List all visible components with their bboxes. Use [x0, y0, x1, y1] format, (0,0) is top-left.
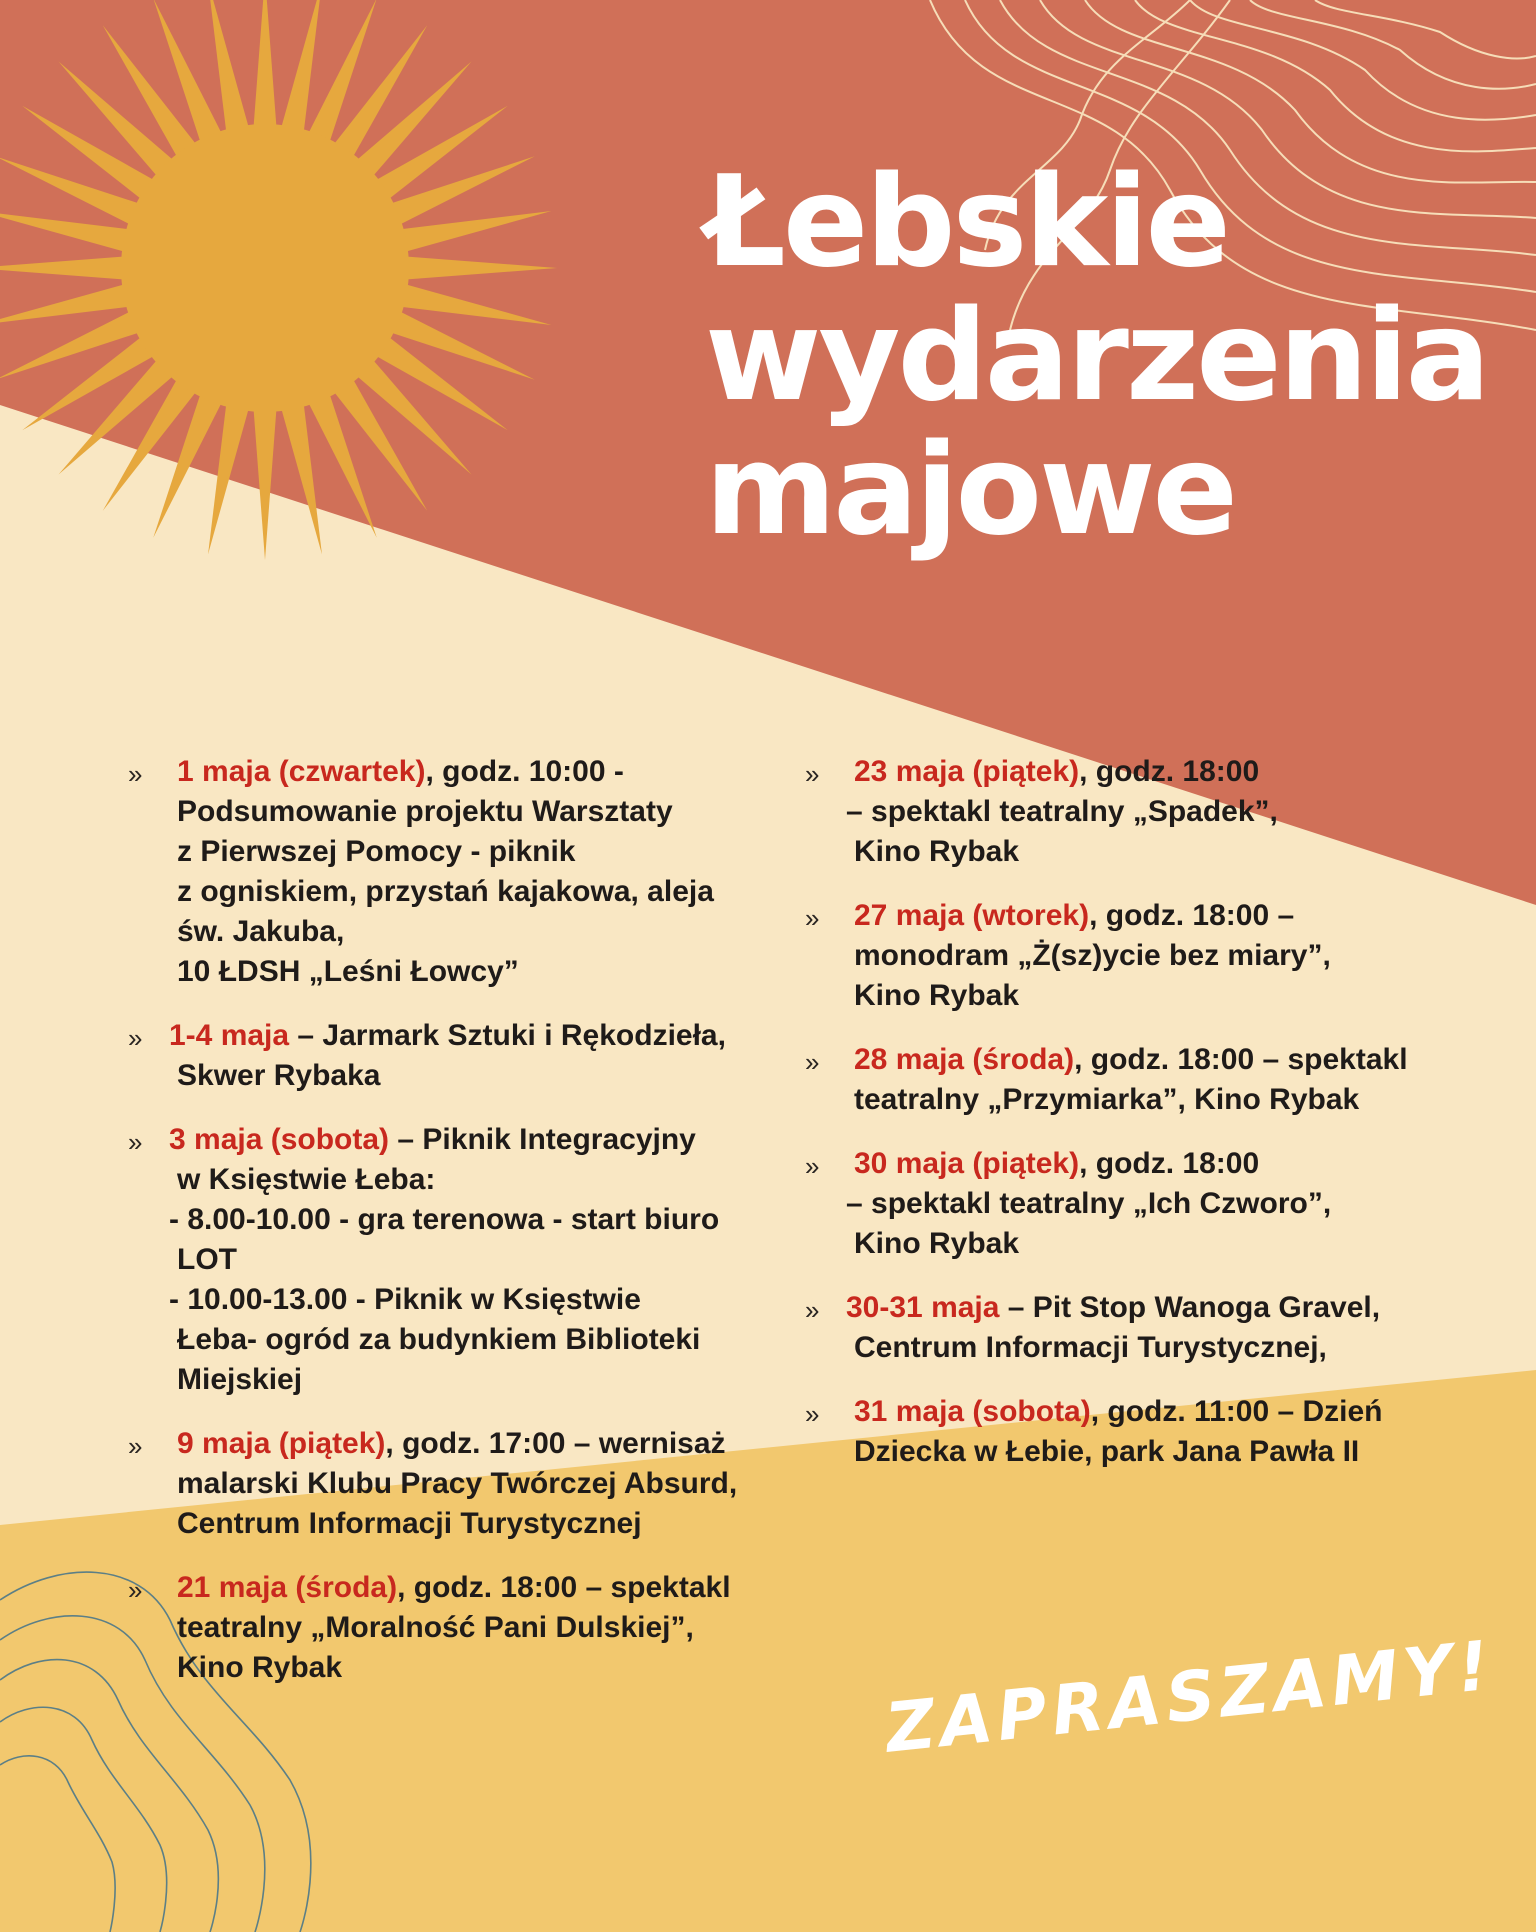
- event-text: , godz. 11:00 – Dzień: [1090, 1395, 1383, 1428]
- bullet-icon: »: [805, 759, 820, 789]
- page-title: [705, 148, 1488, 563]
- event-item: [805, 896, 1495, 1016]
- event-text: , godz. 18:00 –: [1089, 899, 1295, 932]
- event-text: , godz. 18:00 – spektakl: [397, 1571, 731, 1604]
- events-column-left: [128, 752, 768, 1712]
- event-line: [169, 1016, 768, 1056]
- event-line: – spektakl teatralny „Spadek”,: [846, 795, 1278, 828]
- event-line: monodram „Ż(sz)ycie bez miary”,: [854, 939, 1331, 972]
- bullet-icon: »: [128, 1127, 143, 1157]
- event-line: Skwer Rybaka: [177, 1059, 381, 1092]
- event-item: [805, 1144, 1495, 1264]
- event-date: 27 maja (wtorek): [854, 899, 1090, 932]
- event-line: [854, 896, 1495, 936]
- event-line: Kino Rybak: [854, 1227, 1020, 1260]
- event-line: teatralny „Przymiarka”, Kino Rybak: [854, 1083, 1360, 1116]
- title-line-3: majowe: [705, 416, 1235, 563]
- bullet-icon: »: [805, 1399, 820, 1429]
- title-line-2: wydarzenia: [705, 282, 1488, 429]
- event-date: 21 maja (środa): [177, 1571, 398, 1604]
- event-text: , godz. 18:00 – spektakl: [1074, 1043, 1408, 1076]
- event-line: z Pierwszej Pomocy - piknik: [177, 835, 576, 868]
- event-line: [177, 1568, 768, 1608]
- event-line: [846, 1288, 1495, 1328]
- event-item: [128, 1016, 768, 1096]
- event-line: [169, 1120, 768, 1160]
- event-date: 30 maja (piątek): [854, 1147, 1080, 1180]
- bullet-icon: »: [128, 1023, 143, 1053]
- event-line: [177, 1424, 768, 1464]
- event-text: , godz. 18:00: [1079, 1147, 1260, 1180]
- event-line: [177, 752, 768, 792]
- event-line: 10 ŁDSH „Leśni Łowcy”: [177, 955, 519, 988]
- event-line: Centrum Informacji Turystycznej,: [854, 1331, 1327, 1364]
- event-date: 23 maja (piątek): [854, 755, 1080, 788]
- event-line: LOT: [177, 1243, 237, 1276]
- event-item: [805, 1392, 1495, 1472]
- event-date: 9 maja (piątek): [177, 1427, 386, 1460]
- bullet-icon: »: [805, 1295, 820, 1325]
- event-line: Miejskiej: [177, 1363, 303, 1396]
- event-date: 28 maja (środa): [854, 1043, 1075, 1076]
- event-date: 1-4 maja: [169, 1019, 290, 1052]
- event-line: [854, 1040, 1495, 1080]
- event-text: , godz. 18:00: [1079, 755, 1260, 788]
- events-column-right: [805, 752, 1495, 1496]
- event-line: [854, 1392, 1495, 1432]
- event-date: 30-31 maja: [846, 1291, 1000, 1324]
- event-line: malarski Klubu Pracy Twórczej Absurd,: [177, 1467, 738, 1500]
- event-line: Kino Rybak: [854, 835, 1020, 868]
- bullet-icon: »: [805, 1047, 820, 1077]
- event-item: [805, 1288, 1495, 1368]
- event-line: [854, 1144, 1495, 1184]
- event-line: Kino Rybak: [854, 979, 1020, 1012]
- event-line: Centrum Informacji Turystycznej: [177, 1507, 642, 1540]
- event-item: [805, 1040, 1495, 1120]
- bullet-icon: »: [128, 759, 143, 789]
- event-line: Podsumowanie projektu Warsztaty: [177, 795, 673, 828]
- event-item: [128, 1120, 768, 1400]
- event-item: [128, 1424, 768, 1544]
- event-line: – spektakl teatralny „Ich Czworo”,: [846, 1187, 1332, 1220]
- bullet-icon: »: [805, 1151, 820, 1181]
- invite-text: ZAPRASZAMY!: [881, 1626, 1498, 1769]
- event-item: [128, 752, 768, 992]
- event-date: 1 maja (czwartek): [177, 755, 426, 788]
- event-line: Dziecka w Łebie, park Jana Pawła II: [854, 1435, 1360, 1468]
- bullet-icon: »: [128, 1575, 143, 1605]
- bullet-icon: »: [128, 1431, 143, 1461]
- event-item: [805, 752, 1495, 872]
- event-line: w Księstwie Łeba:: [177, 1163, 436, 1196]
- event-line: - 10.00-13.00 - Piknik w Księstwie: [169, 1283, 641, 1316]
- sun-core: [121, 124, 409, 412]
- event-line: Łeba- ogród za budynkiem Biblioteki: [177, 1323, 701, 1356]
- event-line: Kino Rybak: [177, 1651, 343, 1684]
- event-text: – Piknik Integracyjny: [389, 1123, 696, 1156]
- event-line: [854, 752, 1495, 792]
- event-text: – Jarmark Sztuki i Rękodzieła,: [289, 1019, 726, 1052]
- bullet-icon: »: [805, 903, 820, 933]
- event-date: 3 maja (sobota): [169, 1123, 390, 1156]
- title-line-1: Łebskie: [705, 148, 1228, 295]
- event-line: - 8.00-10.00 - gra terenowa - start biuro: [169, 1203, 720, 1236]
- event-text: – Pit Stop Wanoga Gravel,: [999, 1291, 1381, 1324]
- event-date: 31 maja (sobota): [854, 1395, 1091, 1428]
- event-line: z ogniskiem, przystań kajakowa, aleja: [177, 875, 714, 908]
- event-line: św. Jakuba,: [177, 915, 345, 948]
- event-line: teatralny „Moralność Pani Dulskiej”,: [177, 1611, 694, 1644]
- event-text: , godz. 17:00 – wernisaż: [385, 1427, 726, 1460]
- event-item: [128, 1568, 768, 1688]
- event-text: , godz. 10:00 -: [425, 755, 624, 788]
